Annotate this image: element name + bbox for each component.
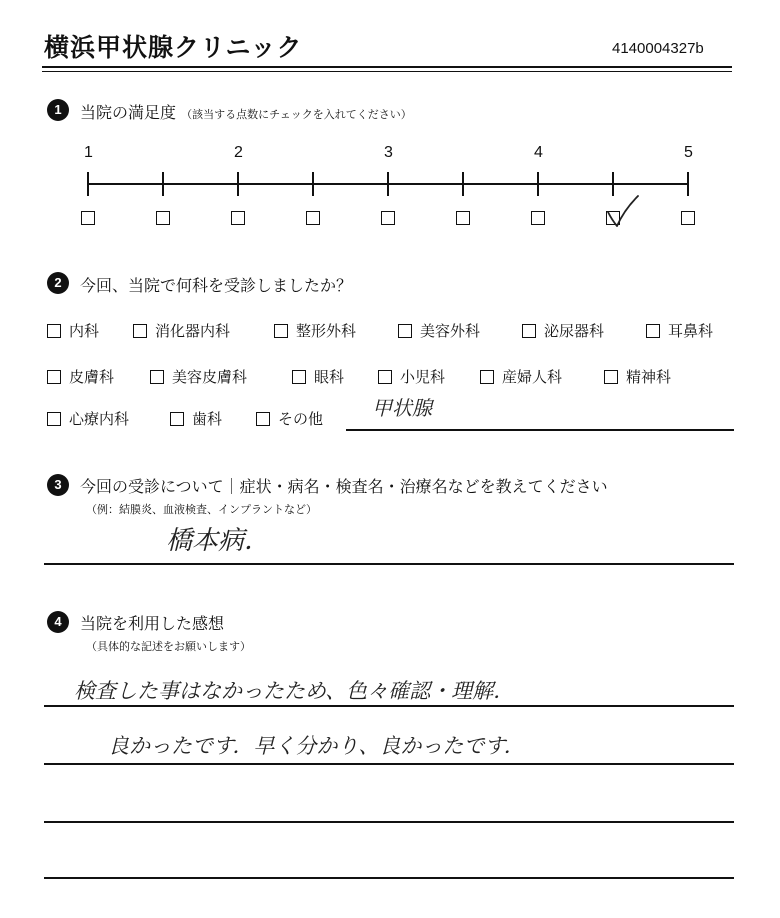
rating-checkbox-7[interactable] [531, 211, 545, 225]
question-2-badge: 2 [47, 272, 69, 294]
question-4-answer-line-2: 良かったです．早く分かり、良かったです． [108, 734, 525, 758]
scale-label-3: 3 [384, 144, 393, 161]
dept-jibika[interactable]: 耳鼻科 [646, 320, 713, 341]
rating-checkbox-3[interactable] [231, 211, 245, 225]
dept-shonika[interactable]: 小児科 [378, 366, 445, 387]
header-rule [42, 66, 732, 68]
checkbox[interactable] [398, 324, 412, 338]
answer-line-q4-3 [44, 821, 734, 823]
question-4-title: 当院を利用した感想 [80, 614, 225, 633]
question-4-note: （具体的な記述をお願いします） [86, 640, 251, 653]
rating-checkbox-1[interactable] [81, 211, 95, 225]
checkbox[interactable] [47, 324, 61, 338]
question-4-answer-line-1: 検査した事はなかったため、色々確認・理解． [74, 679, 515, 703]
question-3-title: 今回の受診について｜症状・病名・検査名・治療名などを教えてください [80, 477, 608, 496]
dept-ganka[interactable]: 眼科 [292, 366, 344, 387]
rating-checkbox-4[interactable] [306, 211, 320, 225]
dept-biyogeka[interactable]: 美容外科 [398, 320, 480, 341]
scale-label-1: 1 [84, 144, 93, 161]
checkbox[interactable] [522, 324, 536, 338]
checkbox[interactable] [47, 412, 61, 426]
clinic-title: 横浜甲状腺クリニック [44, 33, 303, 62]
dept-shokakinaika[interactable]: 消化器内科 [133, 320, 230, 341]
rating-checkbox-9[interactable] [681, 211, 695, 225]
checkbox[interactable] [646, 324, 660, 338]
rating-checkbox-2[interactable] [156, 211, 170, 225]
form-id: 4140004327b [612, 40, 704, 57]
question-1-title [80, 100, 412, 123]
checkbox[interactable] [47, 370, 61, 384]
scale-tick [87, 172, 89, 196]
dept-sonota[interactable]: その他 [256, 408, 323, 429]
checkbox[interactable] [604, 370, 618, 384]
scale-label-4: 4 [534, 144, 543, 161]
scale-tick [162, 172, 164, 196]
dept-shinryonaika[interactable]: 心療内科 [47, 408, 129, 429]
checkbox[interactable] [292, 370, 306, 384]
question-2-title: 今回、当院で何科を受診しましたか？ [80, 276, 353, 295]
dept-hinyokika[interactable]: 泌尿器科 [522, 320, 604, 341]
checkbox[interactable] [133, 324, 147, 338]
other-dept-line [346, 429, 734, 431]
checkbox[interactable] [150, 370, 164, 384]
dept-sanfujinka[interactable]: 産婦人科 [480, 366, 562, 387]
question-1-badge: 1 [47, 99, 69, 121]
check-mark-icon [602, 192, 642, 234]
checkbox[interactable] [256, 412, 270, 426]
rating-checkbox-5[interactable] [381, 211, 395, 225]
scale-label-5: 5 [684, 144, 693, 161]
scale-tick [387, 172, 389, 196]
question-3-answer: 橋本病． [166, 526, 271, 556]
checkbox[interactable] [170, 412, 184, 426]
question-1-note: （該当する点数にチェックを入れてください） [181, 108, 412, 121]
question-3-badge: 3 [47, 474, 69, 496]
scale-tick [537, 172, 539, 196]
scale-tick [462, 172, 464, 196]
checkbox[interactable] [378, 370, 392, 384]
other-dept-answer: 甲状腺 [372, 396, 432, 420]
dept-naika[interactable]: 内科 [47, 320, 99, 341]
question-3-example: （例：結膜炎、血液検査、インプラントなど） [86, 503, 317, 516]
scale-tick [687, 172, 689, 196]
dept-biyohifuka[interactable]: 美容皮膚科 [150, 366, 247, 387]
answer-line-q3 [44, 563, 734, 565]
checkbox[interactable] [274, 324, 288, 338]
answer-line-q4-4 [44, 877, 734, 879]
dept-hifuka[interactable]: 皮膚科 [47, 366, 114, 387]
answer-line-q4-2 [44, 763, 734, 765]
question-4-badge: 4 [47, 611, 69, 633]
dept-seikeigeka[interactable]: 整形外科 [274, 320, 356, 341]
scale-tick [237, 172, 239, 196]
dept-seishinka[interactable]: 精神科 [604, 366, 671, 387]
question-1-title-text: 当院の満足度 [80, 103, 177, 122]
scale-tick [312, 172, 314, 196]
header-rule-thin [42, 71, 732, 72]
checkbox[interactable] [480, 370, 494, 384]
answer-line-q4-1 [44, 705, 734, 707]
scale-label-2: 2 [234, 144, 243, 161]
rating-checkbox-6[interactable] [456, 211, 470, 225]
dept-shika[interactable]: 歯科 [170, 408, 222, 429]
